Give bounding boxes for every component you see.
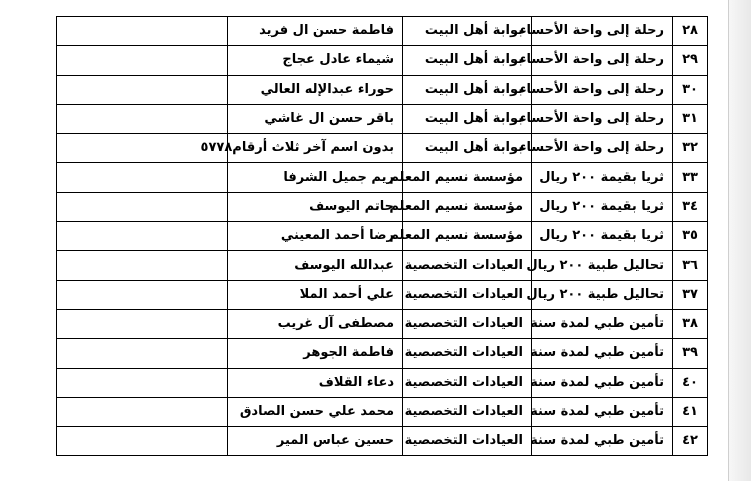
row-number: ٣٥ xyxy=(673,222,708,251)
table-row xyxy=(57,280,708,309)
sponsor-cell: العيادات التخصصية xyxy=(403,309,532,338)
row-number: ٣٠ xyxy=(673,75,708,104)
blank-cell xyxy=(57,17,228,46)
row-number: ٢٩ xyxy=(673,46,708,75)
sponsor-cell: بوابة أهل البيت xyxy=(403,104,532,133)
winners-table-body xyxy=(57,17,708,456)
row-number: ٣٨ xyxy=(673,309,708,338)
prize-cell: رحلة إلى واحة الأحساء xyxy=(532,17,673,46)
table-row xyxy=(57,192,708,221)
prize-cell: تأمين طبي لمدة سنة xyxy=(532,339,673,368)
winner-name-cell: محمد علي حسن الصادق xyxy=(228,397,403,426)
winner-name-cell: باقر حسن ال غاشي xyxy=(228,104,403,133)
row-number: ٣١ xyxy=(673,104,708,133)
blank-cell xyxy=(57,251,228,280)
table-row xyxy=(57,104,708,133)
sponsor-cell: مؤسسة نسيم المعلم xyxy=(403,163,532,192)
prize-cell: تأمين طبي لمدة سنة xyxy=(532,309,673,338)
row-number: ٤١ xyxy=(673,397,708,426)
sponsor-cell: بوابة أهل البيت xyxy=(403,75,532,104)
winner-name-cell: دعاء القلاف xyxy=(228,368,403,397)
sponsor-cell: بوابة أهل البيت xyxy=(403,46,532,75)
table-row xyxy=(57,75,708,104)
winner-name-cell: رضا أحمد المعيني xyxy=(228,222,403,251)
prize-cell: تأمين طبي لمدة سنة xyxy=(532,368,673,397)
winner-name-cell: فاطمة الجوهر xyxy=(228,339,403,368)
winners-table xyxy=(56,16,708,456)
row-number: ٣٣ xyxy=(673,163,708,192)
blank-cell xyxy=(57,222,228,251)
prize-cell: رحلة إلى واحة الأحساء xyxy=(532,46,673,75)
blank-cell xyxy=(57,309,228,338)
sponsor-cell: مؤسسة نسيم المعلم xyxy=(403,192,532,221)
prize-cell: تأمين طبي لمدة سنة xyxy=(532,427,673,456)
blank-cell xyxy=(57,104,228,133)
blank-cell xyxy=(57,339,228,368)
row-number: ٣٩ xyxy=(673,339,708,368)
sponsor-cell: العيادات التخصصية xyxy=(403,339,532,368)
row-number: ٣٦ xyxy=(673,251,708,280)
blank-cell xyxy=(57,75,228,104)
prize-cell: رحلة إلى واحة الأحساء xyxy=(532,75,673,104)
row-number: ٣٧ xyxy=(673,280,708,309)
table-row xyxy=(57,134,708,163)
sponsor-cell: العيادات التخصصية xyxy=(403,280,532,309)
table-row xyxy=(57,17,708,46)
table-row xyxy=(57,339,708,368)
prize-cell: ثريا بقيمة ٢٠٠ ريال xyxy=(532,192,673,221)
sponsor-cell: العيادات التخصصية xyxy=(403,368,532,397)
table-row xyxy=(57,222,708,251)
table-row xyxy=(57,368,708,397)
prize-cell: تأمين طبي لمدة سنة xyxy=(532,397,673,426)
row-number: ٣٤ xyxy=(673,192,708,221)
winner-name-cell: ريم جميل الشرفا xyxy=(228,163,403,192)
row-number: ٤٢ xyxy=(673,427,708,456)
sponsor-cell: مؤسسة نسيم المعلم xyxy=(403,222,532,251)
prize-cell: رحلة إلى واحة الأحساء xyxy=(532,134,673,163)
winner-name-cell: شيماء عادل عجاج xyxy=(228,46,403,75)
blank-cell xyxy=(57,46,228,75)
table-row xyxy=(57,397,708,426)
winner-name-cell: حوراء عبدالإله العالي xyxy=(228,75,403,104)
sponsor-cell: بوابة أهل البيت xyxy=(403,134,532,163)
prize-cell: رحلة إلى واحة الأحساء xyxy=(532,104,673,133)
prize-cell: تحاليل طبية ٢٠٠ ريال xyxy=(532,280,673,309)
sponsor-cell: العيادات التخصصية xyxy=(403,251,532,280)
blank-cell xyxy=(57,368,228,397)
winner-name-cell: حاتم اليوسف xyxy=(228,192,403,221)
blank-cell xyxy=(57,397,228,426)
sponsor-cell: بوابة أهل البيت xyxy=(403,17,532,46)
blank-cell xyxy=(57,163,228,192)
sponsor-cell: العيادات التخصصية xyxy=(403,397,532,426)
page-edge xyxy=(728,0,751,481)
row-number: ٤٠ xyxy=(673,368,708,397)
winner-name-cell: علي أحمد الملا xyxy=(228,280,403,309)
sponsor-cell: العيادات التخصصية xyxy=(403,427,532,456)
table-row xyxy=(57,46,708,75)
winner-name-cell: فاطمة حسن ال فريد xyxy=(228,17,403,46)
table-row xyxy=(57,163,708,192)
blank-cell xyxy=(57,427,228,456)
prize-cell: ثريا بقيمة ٢٠٠ ريال xyxy=(532,163,673,192)
winner-name-cell: حسين عباس المير xyxy=(228,427,403,456)
blank-cell xyxy=(57,192,228,221)
winner-name-cell: عبدالله اليوسف xyxy=(228,251,403,280)
blank-cell xyxy=(57,280,228,309)
winner-name-cell: بدون اسم آخر ثلاث أرقام٥٧٧٨ xyxy=(228,134,403,163)
row-number: ٣٢ xyxy=(673,134,708,163)
prize-cell: تحاليل طبية ٢٠٠ ريال xyxy=(532,251,673,280)
table-row xyxy=(57,427,708,456)
row-number: ٢٨ xyxy=(673,17,708,46)
table-row xyxy=(57,251,708,280)
table-row xyxy=(57,309,708,338)
winner-name-cell: مصطفى آل غريب xyxy=(228,309,403,338)
prize-cell: ثريا بقيمة ٢٠٠ ريال xyxy=(532,222,673,251)
